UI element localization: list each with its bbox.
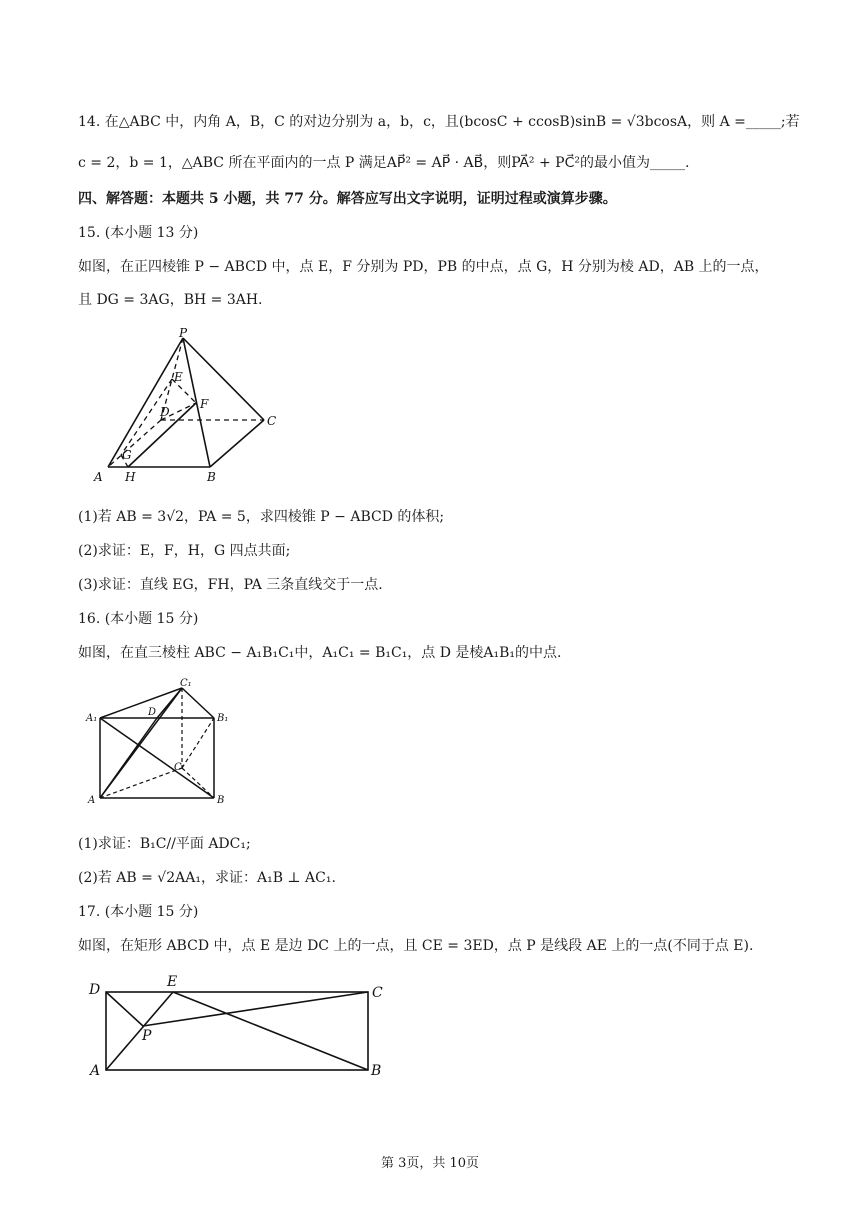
edge-PC: [183, 338, 264, 420]
label-C: C: [174, 762, 182, 773]
label-C1: C₁: [180, 678, 192, 689]
q16-part-1: (1)求证：B₁C//平面 ADC₁;: [78, 836, 251, 852]
q17-stem: 如图，在矩形 ABCD 中，点 E 是边 DC 上的一点，且 CE = 3ED，点 P 是线段 AE 上的一点(不同于点 E).: [78, 938, 754, 954]
q15-stem-1: 如图，在正四棱锥 P − ABCD 中，点 E，F 分别为 PD，PB 的中点，点 G，H 分别为棱 AD，AB 上的一点，: [78, 259, 769, 275]
edge-BC: [210, 420, 264, 467]
segment-PC: [143, 992, 368, 1026]
label-E: E: [174, 370, 183, 384]
segment-CB1: [182, 718, 214, 768]
label-A: A: [88, 795, 96, 806]
q16-header: 16. (本小题 15 分): [78, 611, 199, 627]
q14-line-1: 14. 在△ABC 中，内角 A，B，C 的对边分别为 a，b，c，且(bcosC + ccosB)sinB = √3bcosA，则 A =_____;若: [78, 114, 800, 130]
q16-part-2: (2)若 AB = √2AA₁，求证：A₁B ⊥ AC₁.: [78, 870, 336, 886]
edge-CB: [182, 768, 214, 798]
label-D: D: [148, 707, 157, 718]
q15-pyramid-figure: [88, 328, 298, 488]
q16-stem: 如图，在直三棱柱 ABC − A₁B₁C₁中，A₁C₁ = B₁C₁，点 D 是棱A₁B₁的中点.: [78, 645, 562, 661]
label-C: C: [372, 985, 383, 1001]
label-P: P: [179, 328, 188, 340]
label-B: B: [371, 1063, 382, 1079]
label-G: G: [122, 448, 132, 462]
segment-EB: [173, 992, 368, 1070]
edge-PA: [108, 338, 183, 467]
page-footer: 第 3页，共 10页: [380, 1156, 480, 1171]
q15-part-3: (3)求证：直线 EG，FH，PA 三条直线交于一点.: [78, 577, 383, 593]
label-E: E: [167, 974, 178, 990]
edge-C1B1: [182, 688, 214, 718]
q15-header: 15. (本小题 13 分): [78, 225, 199, 241]
q15-stem-2: 且 DG = 3AG，BH = 3AH.: [78, 292, 263, 308]
label-P: P: [142, 1028, 152, 1044]
label-B1: B₁: [217, 713, 229, 724]
q14-line-2: c = 2，b = 1，△ABC 所在平面内的一点 P 满足AP⃗² = AP⃗ · AB⃗，则PA⃗² + PC⃗²的最小值为_____.: [78, 155, 690, 171]
label-F: F: [200, 397, 209, 411]
edge-AC: [100, 768, 182, 798]
label-A: A: [90, 1063, 101, 1079]
label-D: D: [89, 982, 101, 998]
q15-part-2: (2)求证：E，F，H，G 四点共面;: [78, 543, 291, 559]
label-H: H: [125, 470, 136, 484]
label-A: A: [94, 470, 103, 484]
label-B: B: [217, 795, 225, 806]
label-D: D: [160, 405, 170, 419]
q17-header: 17. (本小题 15 分): [78, 904, 199, 920]
q17-rectangle-figure: [86, 972, 396, 1080]
segment-A1B: [100, 718, 214, 798]
segment-DP: [106, 992, 143, 1026]
segment-AD: [100, 718, 157, 798]
section-4-heading: 四、解答题：本题共 5 小题，共 77 分。解答应写出文字说明，证明过程或演算步骤。: [78, 191, 617, 207]
label-A1: A₁: [86, 713, 98, 724]
label-B: B: [207, 470, 216, 484]
segment-AE: [106, 992, 173, 1070]
q15-part-1: (1)若 AB = 3√2，PA = 5，求四棱锥 P − ABCD 的体积;: [78, 509, 445, 525]
label-C: C: [267, 414, 277, 428]
q16-prism-figure: [82, 676, 242, 812]
